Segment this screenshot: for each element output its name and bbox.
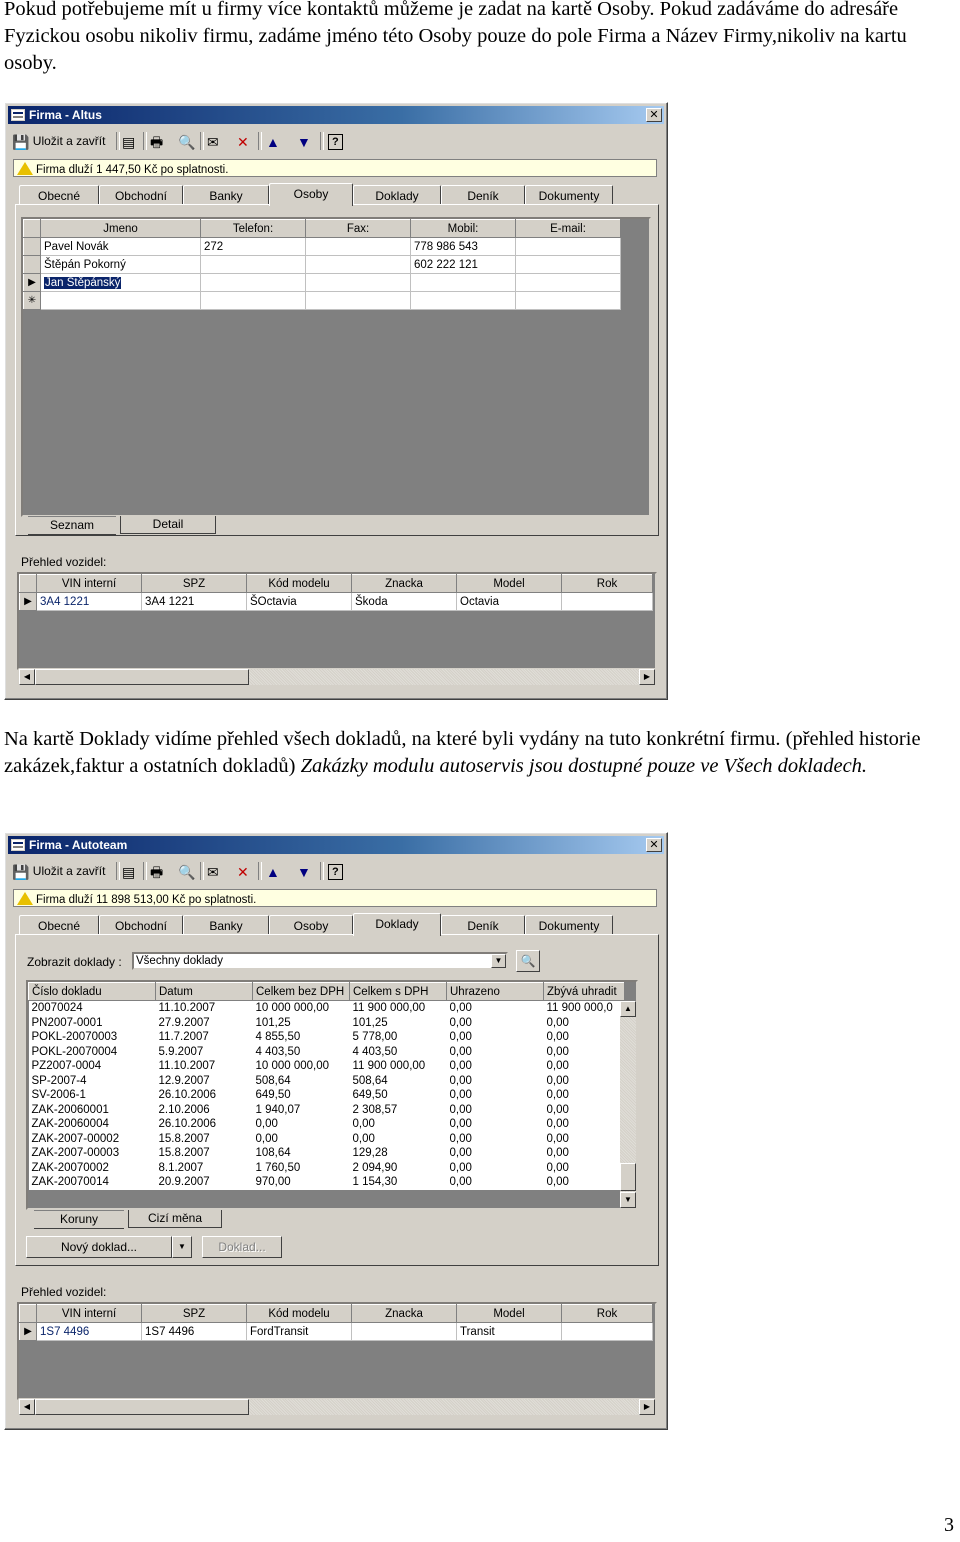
arrow-down-icon[interactable]: ▼	[297, 863, 311, 880]
overdue-warning	[13, 889, 657, 907]
cell[interactable]	[516, 292, 621, 310]
cell[interactable]: 4 403,50	[253, 1045, 350, 1060]
cell[interactable]: 5.9.2007	[156, 1045, 253, 1060]
column-header[interactable]: Telefon:	[201, 220, 306, 238]
window-title: Firma - Altus	[29, 108, 102, 122]
cell[interactable]	[562, 1323, 653, 1341]
cell[interactable]	[411, 274, 516, 292]
tab-obchodni[interactable]: Obchodní	[99, 185, 183, 205]
column-header[interactable]: Rok	[562, 1305, 653, 1323]
cell[interactable]: SV-2006-1	[29, 1088, 156, 1103]
help-icon[interactable]: ?	[328, 861, 343, 881]
save-icon: 💾	[12, 133, 30, 150]
tab-banky[interactable]: Banky	[183, 185, 269, 205]
cell-selected[interactable]: Jan Štěpánský	[45, 276, 121, 289]
cell[interactable]: 11 900 000,00	[350, 1001, 447, 1016]
table-row[interactable]	[29, 1001, 625, 1016]
column-header[interactable]: Celkem bez DPH	[253, 983, 350, 1001]
tab-panel-osoby	[15, 204, 659, 536]
chevron-down-icon[interactable]: ▼	[172, 1236, 192, 1258]
cell[interactable]: 0,00	[447, 1161, 544, 1176]
vehicles-grid[interactable]	[17, 572, 657, 670]
cell[interactable]: FordTransit	[247, 1323, 352, 1341]
cell[interactable]: 0,00	[544, 1059, 625, 1074]
new-record-icon[interactable]: ▤	[122, 133, 136, 150]
new-document-button[interactable]: Nový doklad...	[26, 1236, 172, 1258]
column-header[interactable]: Jmeno	[41, 220, 201, 238]
window-titlebar[interactable]	[8, 106, 664, 124]
cell[interactable]: 0,00	[447, 1132, 544, 1147]
table-row[interactable]	[29, 1059, 625, 1074]
cell[interactable]: 0,00	[544, 1132, 625, 1147]
tab-dokumenty[interactable]: Dokumenty	[525, 915, 613, 935]
cell[interactable]: 0,00	[447, 1074, 544, 1089]
chevron-down-icon[interactable]: ▼	[491, 954, 506, 968]
cell[interactable]: 0,00	[544, 1146, 625, 1161]
column-header[interactable]: Celkem s DPH	[350, 983, 447, 1001]
cell[interactable]: 970,00	[253, 1175, 350, 1190]
documents-grid[interactable]	[26, 980, 638, 1210]
scroll-right-icon[interactable]: ▶	[639, 1399, 655, 1415]
tab-obecne[interactable]: Obecné	[19, 915, 99, 935]
table-row[interactable]	[24, 256, 621, 274]
table-row[interactable]	[29, 1016, 625, 1031]
cell[interactable]: 0,00	[350, 1117, 447, 1132]
horizontal-scrollbar[interactable]	[19, 1399, 655, 1415]
table-row[interactable]	[29, 1103, 625, 1118]
cell[interactable]: 11.7.2007	[156, 1030, 253, 1045]
cell[interactable]: 0,00	[544, 1175, 625, 1190]
column-header[interactable]: Mobil:	[411, 220, 516, 238]
cell[interactable]	[41, 292, 201, 310]
delete-icon[interactable]: ✕	[237, 863, 249, 880]
document-filter-select[interactable]	[132, 952, 508, 970]
cell[interactable]: ŠOctavia	[247, 593, 352, 611]
cell-link[interactable]: 1S7 4496	[37, 1323, 142, 1341]
cell[interactable]: ZAK-20070014	[29, 1175, 156, 1190]
cell[interactable]: 0,00	[350, 1132, 447, 1147]
warning-icon	[17, 162, 33, 175]
column-header[interactable]: VIN interní	[37, 1305, 142, 1323]
cell[interactable]: 26.10.2006	[156, 1117, 253, 1132]
table-row-selected[interactable]	[24, 274, 621, 292]
arrow-up-icon[interactable]: ▲	[266, 863, 280, 880]
table-row[interactable]	[24, 238, 621, 256]
cell[interactable]: 0,00	[447, 1117, 544, 1132]
cell[interactable]	[516, 274, 621, 292]
intro-paragraph: Pokud potřebujeme mít u firmy více kontaktů můžeme je zadat na kartě Osoby. Pokud zadáváme do adresáře Fyzickou osobu nikoliv firmu, zadáme jméno této Osoby pouze do pole Firma a Název Firmy,nikoliv na kartu osoby.	[4, 0, 907, 74]
cell[interactable]: 1 154,30	[350, 1175, 447, 1190]
save-icon: 💾	[12, 863, 30, 880]
cell[interactable]: 2 308,57	[350, 1103, 447, 1118]
scroll-down-icon[interactable]: ▼	[620, 1192, 636, 1208]
cell[interactable]: 649,50	[253, 1088, 350, 1103]
cell[interactable]: 0,00	[544, 1030, 625, 1045]
table-row[interactable]	[29, 1074, 625, 1089]
cell[interactable]	[201, 256, 306, 274]
column-header[interactable]: Znacka	[352, 1305, 457, 1323]
column-header[interactable]: Rok	[562, 575, 653, 593]
autoservis-note: Zakázky modulu autoservis jsou dostupné pouze ve Všech dokladech.	[300, 755, 868, 777]
cell-link[interactable]: 3A4 1221	[37, 593, 142, 611]
cell[interactable]: ZAK-20070002	[29, 1161, 156, 1176]
cell[interactable]: ZAK-2007-00003	[29, 1146, 156, 1161]
view-subtabs	[28, 516, 228, 534]
cell[interactable]: 1S7 4496	[142, 1323, 247, 1341]
cell[interactable]: 12.9.2007	[156, 1074, 253, 1089]
email-icon[interactable]: ✉	[207, 133, 219, 150]
print-preview-icon[interactable]: 🔍	[178, 133, 196, 150]
column-header[interactable]: Datum	[156, 983, 253, 1001]
cell[interactable]	[306, 238, 411, 256]
form-icon	[11, 109, 25, 121]
tab-strip	[15, 913, 657, 935]
column-header[interactable]: VIN interní	[37, 575, 142, 593]
tab-panel-doklady	[15, 934, 659, 1266]
cell[interactable]: 0,00	[447, 1103, 544, 1118]
cell[interactable]: 26.10.2006	[156, 1088, 253, 1103]
cell[interactable]: 0,00	[447, 1016, 544, 1031]
cell[interactable]	[201, 292, 306, 310]
cell[interactable]	[306, 292, 411, 310]
column-header[interactable]: Model	[457, 575, 562, 593]
table-row[interactable]	[29, 1045, 625, 1060]
print-preview-icon[interactable]: 🔍	[178, 863, 196, 880]
cell[interactable]: 0,00	[253, 1132, 350, 1147]
cell[interactable]: 108,64	[253, 1146, 350, 1161]
cell[interactable]: 20070024	[29, 1001, 156, 1016]
cell[interactable]	[411, 292, 516, 310]
current-row-arrow-icon[interactable]: ▶	[24, 274, 41, 292]
filter-value: Všechny doklady	[136, 955, 223, 967]
cell[interactable]: 1 760,50	[253, 1161, 350, 1176]
column-header[interactable]: Uhrazeno	[447, 983, 544, 1001]
cell[interactable]	[516, 256, 621, 274]
tab-denik[interactable]: Deník	[441, 915, 525, 935]
cell[interactable]: 0,00	[447, 1059, 544, 1074]
save-close-button[interactable]	[12, 861, 105, 881]
table-row[interactable]	[29, 1030, 625, 1045]
cell[interactable]	[306, 256, 411, 274]
cell[interactable]: ZAK-2007-00002	[29, 1132, 156, 1147]
close-button[interactable]: ✕	[646, 838, 662, 852]
column-header[interactable]: SPZ	[142, 575, 247, 593]
arrow-up-icon[interactable]: ▲	[266, 133, 280, 150]
row-selector[interactable]	[24, 238, 41, 256]
warning-text: Firma dluží 11 898 513,00 Kč po splatnosti.	[36, 894, 257, 906]
window-titlebar[interactable]	[8, 836, 664, 854]
subtab-koruny[interactable]: Koruny	[34, 1210, 124, 1229]
tab-denik[interactable]: Deník	[441, 185, 525, 205]
subtab-detail[interactable]: Detail	[120, 516, 216, 534]
cell[interactable]: Transit	[457, 1323, 562, 1341]
tab-doklady[interactable]: Doklady	[353, 185, 441, 205]
cell[interactable]: 129,28	[350, 1146, 447, 1161]
persons-grid[interactable]	[21, 217, 651, 517]
cell[interactable]: 11.10.2007	[156, 1059, 253, 1074]
cell[interactable]: 0,00	[253, 1117, 350, 1132]
cell[interactable]: 508,64	[350, 1074, 447, 1089]
current-row-arrow-icon[interactable]: ▶	[20, 593, 37, 611]
cell[interactable]	[562, 593, 653, 611]
column-header[interactable]: E-mail:	[516, 220, 621, 238]
print-icon[interactable]: 🖶	[150, 863, 164, 880]
current-row-arrow-icon[interactable]: ▶	[20, 1323, 37, 1341]
scroll-left-icon[interactable]: ◀	[19, 669, 35, 685]
vehicles-label: Přehled vozidel:	[21, 1285, 107, 1299]
search-icon: 🔍	[520, 954, 536, 968]
table-row[interactable]	[29, 1117, 625, 1132]
cell[interactable]: 4 855,50	[253, 1030, 350, 1045]
cell[interactable]: 0,00	[544, 1088, 625, 1103]
cell[interactable]: 27.9.2007	[156, 1016, 253, 1031]
cell[interactable]: ZAK-20060004	[29, 1117, 156, 1132]
cell[interactable]: 0,00	[447, 1030, 544, 1045]
cell[interactable]: 4 403,50	[350, 1045, 447, 1060]
save-close-button[interactable]	[12, 131, 105, 151]
tab-obchodni[interactable]: Obchodní	[99, 915, 183, 935]
toolbar	[10, 859, 662, 883]
cell[interactable]: SP-2007-4	[29, 1074, 156, 1089]
cell[interactable]: 10 000 000,00	[253, 1001, 350, 1016]
cell[interactable]: 11 900 000,00	[350, 1059, 447, 1074]
table-row[interactable]	[29, 1088, 625, 1103]
table-row[interactable]	[29, 1161, 625, 1176]
scroll-thumb[interactable]	[620, 1163, 636, 1191]
row-selector[interactable]	[24, 256, 41, 274]
cell[interactable]	[201, 274, 306, 292]
cell[interactable]: 20.9.2007	[156, 1175, 253, 1190]
cell[interactable]: 11.10.2007	[156, 1001, 253, 1016]
subtab-cizi-mena[interactable]: Cizí měna	[128, 1210, 222, 1228]
cell[interactable]: 5 778,00	[350, 1030, 447, 1045]
cell[interactable]: 0,00	[447, 1175, 544, 1190]
cell[interactable]: 11 900 000,0	[544, 1001, 625, 1016]
cell[interactable]: ZAK-20060001	[29, 1103, 156, 1118]
new-record-icon[interactable]: ▤	[122, 863, 136, 880]
cell[interactable]: 272	[201, 238, 306, 256]
firma-autoteam-window	[4, 832, 668, 1430]
table-row[interactable]	[29, 1175, 625, 1190]
cell[interactable]: 2 094,90	[350, 1161, 447, 1176]
table-row[interactable]	[29, 1146, 625, 1161]
new-row-asterisk-icon[interactable]: ✳	[24, 292, 41, 310]
cell[interactable]: 0,00	[544, 1103, 625, 1118]
help-icon[interactable]: ?	[328, 131, 343, 151]
cell[interactable]: 602 222 121	[411, 256, 516, 274]
column-header[interactable]: Model	[457, 1305, 562, 1323]
toolbar	[10, 129, 662, 153]
save-close-label: Uložit a zavřít	[32, 864, 106, 878]
column-header[interactable]: Kód modelu	[247, 1305, 352, 1323]
cell[interactable]: 2.10.2006	[156, 1103, 253, 1118]
warning-icon	[17, 892, 33, 905]
cell[interactable]: 0,00	[447, 1001, 544, 1016]
save-close-label: Uložit a zavřít	[32, 134, 106, 148]
vehicles-label: Přehled vozidel:	[21, 555, 107, 569]
cell[interactable]: Pavel Novák	[41, 238, 201, 256]
cell[interactable]: 0,00	[447, 1045, 544, 1060]
cell[interactable]	[306, 274, 411, 292]
cell[interactable]: 1 940,07	[253, 1103, 350, 1118]
cell[interactable]: 101,25	[350, 1016, 447, 1031]
page-number: 3	[944, 1514, 954, 1536]
scroll-up-icon[interactable]: ▲	[620, 1001, 636, 1017]
column-header[interactable]: Zbývá uhradit	[544, 983, 625, 1001]
column-header[interactable]: Znacka	[352, 575, 457, 593]
cell[interactable]: 101,25	[253, 1016, 350, 1031]
firma-altus-window	[4, 102, 668, 700]
cell[interactable]: 8.1.2007	[156, 1161, 253, 1176]
cell[interactable]: 0,00	[447, 1088, 544, 1103]
horizontal-scrollbar[interactable]	[19, 669, 655, 685]
table-row[interactable]	[20, 1323, 653, 1341]
column-header[interactable]: SPZ	[142, 1305, 247, 1323]
cell[interactable]: POKL-20070003	[29, 1030, 156, 1045]
overdue-warning	[13, 159, 657, 177]
arrow-down-icon[interactable]: ▼	[297, 133, 311, 150]
cell[interactable]: 15.8.2007	[156, 1132, 253, 1147]
table-row[interactable]	[20, 593, 653, 611]
cell[interactable]: Octavia	[457, 593, 562, 611]
column-header[interactable]: Číslo dokladu	[29, 983, 156, 1001]
tab-osoby[interactable]: Osoby	[269, 915, 353, 935]
print-icon[interactable]: 🖶	[150, 133, 164, 150]
column-header[interactable]: Fax:	[306, 220, 411, 238]
cell[interactable]: Škoda	[352, 593, 457, 611]
cell[interactable]: 15.8.2007	[156, 1146, 253, 1161]
scroll-thumb[interactable]	[35, 1399, 249, 1415]
cell[interactable]: 0,00	[544, 1045, 625, 1060]
cell[interactable]: 3A4 1221	[142, 593, 247, 611]
close-button[interactable]: ✕	[646, 108, 662, 122]
cell[interactable]: 0,00	[447, 1146, 544, 1161]
delete-icon[interactable]: ✕	[237, 133, 249, 150]
cell[interactable]: 508,64	[253, 1074, 350, 1089]
cell[interactable]: 0,00	[544, 1016, 625, 1031]
vertical-scrollbar[interactable]	[620, 1001, 636, 1208]
cell[interactable]: POKL-20070004	[29, 1045, 156, 1060]
cell[interactable]: 0,00	[544, 1161, 625, 1176]
cell[interactable]: 0,00	[544, 1074, 625, 1089]
currency-subtabs	[34, 1210, 234, 1228]
column-header[interactable]: Kód modelu	[247, 575, 352, 593]
cell[interactable]: 649,50	[350, 1088, 447, 1103]
cell[interactable]: 10 000 000,00	[253, 1059, 350, 1074]
cell[interactable]: Štěpán Pokorný	[41, 256, 201, 274]
vehicles-grid[interactable]	[17, 1302, 657, 1400]
scroll-thumb[interactable]	[35, 669, 249, 685]
subtab-seznam[interactable]: Seznam	[28, 516, 116, 535]
email-icon[interactable]: ✉	[207, 863, 219, 880]
cell[interactable]: 0,00	[544, 1117, 625, 1132]
scroll-left-icon[interactable]: ◀	[19, 1399, 35, 1415]
tab-dokumenty[interactable]: Dokumenty	[525, 185, 613, 205]
search-button[interactable]	[516, 950, 540, 972]
tab-doklady[interactable]: Doklady	[353, 913, 441, 936]
tab-strip	[15, 183, 657, 205]
cell[interactable]	[352, 1323, 457, 1341]
doklady-text: Na kartě Doklady vidíme přehled všech dokladů, na které byli vydány na tuto konkrétní firmu. (přehled historie zakázek,faktur a ostatních dokladů)	[4, 728, 921, 777]
scroll-right-icon[interactable]: ▶	[639, 669, 655, 685]
cell[interactable]: PN2007-0001	[29, 1016, 156, 1031]
table-row[interactable]	[29, 1132, 625, 1147]
warning-text: Firma dluží 1 447,50 Kč po splatnosti.	[36, 164, 229, 176]
window-title: Firma - Autoteam	[29, 838, 128, 852]
doklady-paragraph	[4, 726, 954, 780]
cell[interactable]	[516, 238, 621, 256]
filter-label: Zobrazit doklady :	[27, 955, 122, 969]
tab-banky[interactable]: Banky	[183, 915, 269, 935]
tab-osoby[interactable]: Osoby	[269, 183, 353, 206]
cell[interactable]: PZ2007-0004	[29, 1059, 156, 1074]
form-icon	[11, 839, 25, 851]
open-document-button[interactable]: Doklad...	[202, 1236, 282, 1258]
cell[interactable]: 778 986 543	[411, 238, 516, 256]
tab-obecne[interactable]: Obecné	[19, 185, 99, 205]
new-record-row[interactable]	[24, 292, 621, 310]
